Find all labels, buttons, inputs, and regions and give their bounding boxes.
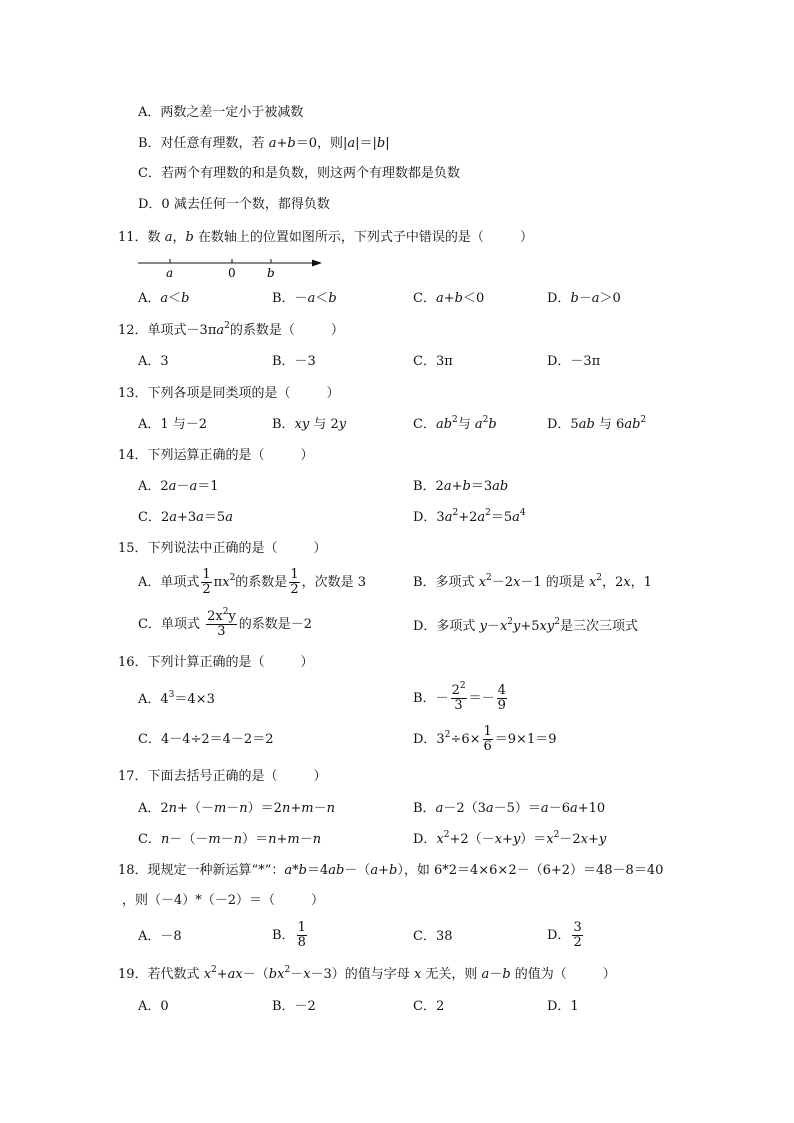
q10-option-a: A．两数之差一定小于被减数 bbox=[138, 105, 304, 120]
q12-option-c: C．3π bbox=[413, 354, 453, 369]
q14-option-c: C．2a+3a＝5a bbox=[138, 510, 233, 525]
q18-option-a: A．－8 bbox=[138, 929, 182, 944]
q12-option-d: D．－3π bbox=[547, 354, 601, 369]
q13-option-b: B．xy 与 2y bbox=[272, 417, 347, 432]
q18-stem-cont: ，则（－4）*（－2）＝（ ） bbox=[122, 893, 325, 908]
q16-option-a: A．$4^3=4\times 3$ bbox=[138, 690, 215, 707]
q13-option-d: D．5ab 与 $6ab^2$ bbox=[547, 415, 647, 432]
q17-option-a: A．2n+（－m－n）＝2n+m－n bbox=[138, 801, 335, 816]
q12-option-b: B．－3 bbox=[272, 354, 316, 369]
q10-option-c: C．若两个有理数的和是负数，则这两个有理数都是负数 bbox=[138, 166, 460, 181]
q15-option-a: A．单项式 $\frac{1}{2}$ $\pi x^2$的系数是 $\frac{1}{2}$ ，次数是 3 bbox=[138, 567, 366, 597]
q11-stem: 11．数 a，b 在数轴上的位置如图所示，下列式子中错误的是（ ） bbox=[118, 230, 533, 245]
q11-option-d: D．b－a＞0 bbox=[547, 291, 621, 306]
q19-option-a: A．0 bbox=[138, 999, 169, 1014]
q14-option-d: D．$3a^2+2a^2=5a^4$ bbox=[413, 508, 526, 525]
q15-option-b: B．多项式 $x^2-2x-1$ 的项是 $x^2$，2x，1 bbox=[413, 573, 652, 590]
q17-option-c: C．n－（－m－n）＝n+m－n bbox=[138, 832, 322, 847]
q14-stem: 14．下列运算正确的是（ ） bbox=[118, 448, 314, 463]
q19-option-b: B．－2 bbox=[272, 999, 316, 1014]
q16-option-d: D．$3^2\div 6\times$ $\frac{1}{6}$ ＝9×1＝9 bbox=[413, 724, 557, 754]
q11-option-c: C．a+b＜0 bbox=[413, 291, 485, 306]
q13-option-a: A．1 与－2 bbox=[138, 417, 208, 432]
q17-option-b: B．a－2（3a－5）＝a－6a+10 bbox=[413, 801, 606, 816]
q18-option-b: B． $\frac{1}{8}$ bbox=[272, 920, 306, 950]
q12-option-a: A．3 bbox=[138, 354, 169, 369]
axis-label-0: 0 bbox=[228, 266, 236, 280]
q11-option-b: B．－a＜b bbox=[272, 291, 337, 306]
q19-option-c: C．2 bbox=[413, 999, 445, 1014]
q18-stem: 18．现规定一种新运算“*”：a*b＝4ab－（a+b），如 6*2＝4×6×2－（6+2）＝48－8＝40 bbox=[118, 863, 664, 878]
number-line-figure bbox=[136, 253, 326, 283]
q13-option-c: C．$ab^2$与 $a^2b$ bbox=[413, 415, 497, 432]
q10-option-b: B．对任意有理数，若 a+b＝0，则|a|＝|b| bbox=[138, 136, 390, 151]
q13-stem: 13．下列各项是同类项的是（ ） bbox=[118, 386, 340, 401]
q14-option-b: B．2a+b＝3ab bbox=[413, 479, 509, 494]
q10-option-d: D．0 减去任何一个数，都得负数 bbox=[138, 197, 330, 212]
q14-option-a: A．2a－a＝1 bbox=[138, 479, 219, 494]
q17-stem: 17．下面去括号正确的是（ ） bbox=[118, 769, 327, 784]
q16-stem: 16．下列计算正确的是（ ） bbox=[118, 655, 314, 670]
axis-label-a: a bbox=[166, 266, 174, 280]
q16-option-c: C．4－4÷2＝4－2＝2 bbox=[138, 732, 274, 747]
q15-option-d: D．多项式 $y-x^2y+5xy^2$是三次三项式 bbox=[413, 617, 638, 634]
q19-stem: 19．若代数式 $x^2+ax-(bx^2-x-3)$的值与字母 x 无关，则 a－b 的值为（ ） bbox=[118, 965, 616, 982]
q18-option-d: D． $\frac{3}{2}$ bbox=[547, 920, 582, 950]
axis-label-b: b bbox=[267, 266, 275, 280]
q17-option-d: D．$x^2+2(-x+y)=x^2-2x+y$ bbox=[413, 830, 607, 847]
q12-stem: 12．单项式$-3\pi a^2$的系数是（ ） bbox=[118, 321, 344, 338]
q11-option-a: A．a＜b bbox=[138, 291, 190, 306]
q18-option-c: C．38 bbox=[413, 929, 453, 944]
q16-option-b: B．－ $\frac{2^2}{3}$ ＝－ $\frac{4}{9}$ bbox=[413, 681, 506, 713]
q19-option-d: D．1 bbox=[547, 999, 579, 1014]
q15-stem: 15．下列说法中正确的是（ ） bbox=[118, 541, 327, 556]
q15-option-c: C．单项式 $\frac{2x^2y}{3}$ 的系数是－2 bbox=[138, 607, 313, 639]
